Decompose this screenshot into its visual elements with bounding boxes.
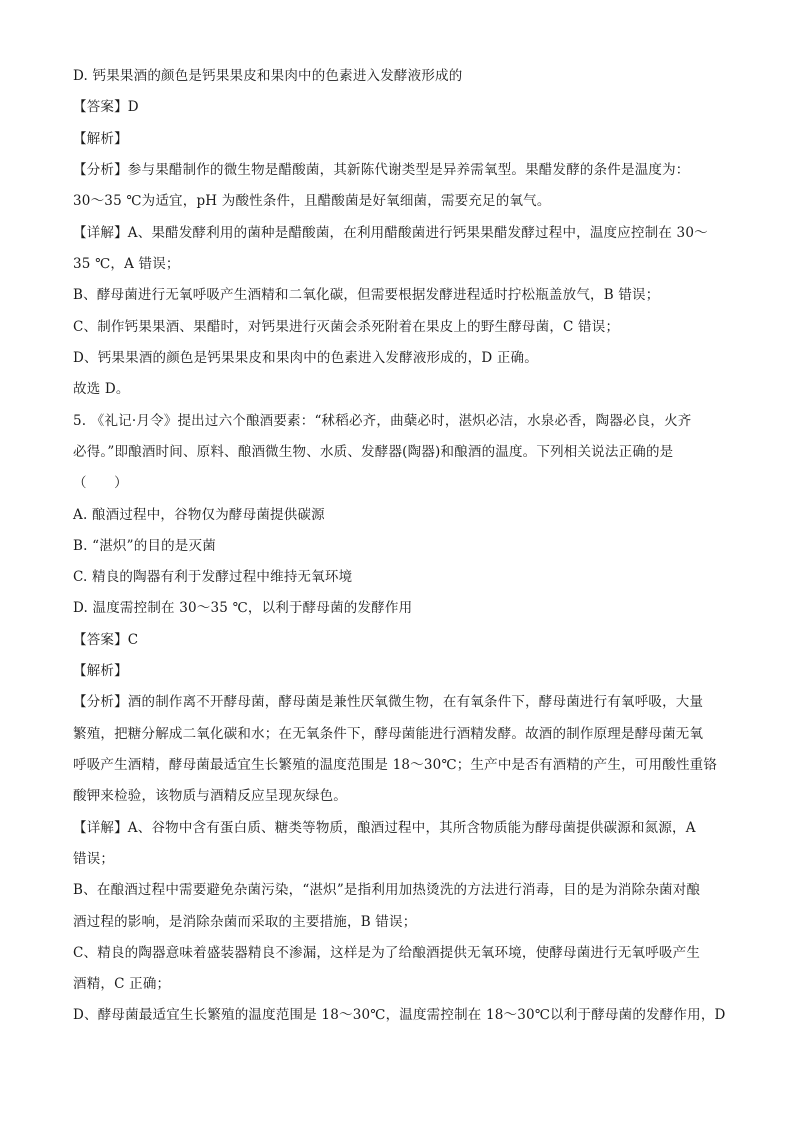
analysis-heading-prev: 【解析】 [73, 131, 128, 147]
analysis-text-line: 繁殖，把糖分解成二氧化碳和水；在无氧条件下，酵母菌能进行酒精发酵。故酒的制作原理是酵母菌无氧 [73, 726, 704, 742]
option-a: A. 酿酒过程中，谷物仅为酵母菌提供碳源 [73, 507, 325, 523]
detail-text-line: 酒过程的影响，是消除杂菌而采取的主要措施，B 错误； [73, 914, 417, 930]
detail-text-line: 酒精，C 正确； [73, 976, 171, 992]
analysis-heading: 【解析】 [73, 663, 128, 679]
detail-text-line: B、酵母菌进行无氧呼吸产生酒精和二氧化碳，但需要根据发酵进程适时拧松瓶盖放气，B 错误； [73, 287, 660, 303]
analysis-text-line: 酸钾来检验，该物质与酒精反应呈现灰绿色。 [73, 788, 347, 804]
answer-label: 【答案】C [73, 632, 139, 648]
detail-text-line: D、钙果果酒的颜色是钙果果皮和果肉中的色素进入发酵液形成的，D 正确。 [73, 350, 538, 366]
detail-text-line: D、酵母菌最适宜生长繁殖的温度范围是 18～30℃，温度需控制在 18～30℃以利于酵母菌的发酵作用，D [73, 1007, 726, 1023]
analysis-text-line: 30～35 ℃为适宜，pH 为酸性条件，且醋酸菌是好氧细菌，需要充足的氧气。 [73, 193, 551, 209]
option-b: B. “湛炽”的目的是灭菌 [73, 538, 216, 554]
choice-conclusion: 故选 D。 [73, 381, 130, 397]
analysis-text-line: 【分析】酒的制作离不开酵母菌，酵母菌是兼性厌氧微生物，在有氧条件下，酵母菌进行有氧呼吸，大量 [73, 694, 704, 710]
question-5-blank: （ ） [73, 475, 128, 491]
analysis-text-line: 呼吸产生酒精，酵母菌最适宜生长繁殖的温度范围是 18～30℃；生产中是否有酒精的产生，可用酸性重铬 [73, 757, 718, 773]
option-c: C. 精良的陶器有利于发酵过程中维持无氧环境 [73, 569, 353, 585]
option-d: D. 温度需控制在 30～35 ℃，以利于酵母菌的发酵作用 [73, 600, 413, 616]
option-d-prev: D. 钙果果酒的颜色是钙果果皮和果肉中的色素进入发酵液形成的 [73, 68, 463, 84]
detail-text-line: 错误； [73, 851, 115, 867]
detail-text-line: B、在酿酒过程中需要避免杂菌污染，“湛炽”是指利用加热烫洗的方法进行消毒，目的是为消除杂菌对酿 [73, 882, 701, 898]
detail-text-line: C、制作钙果果酒、果醋时，对钙果进行灭菌会杀死附着在果皮上的野生酵母菌，C 错误； [73, 319, 620, 335]
detail-text-line: 35 ℃，A 错误； [73, 256, 180, 272]
answer-label-prev: 【答案】D [73, 99, 139, 115]
question-5-stem: 必得。”即酿酒时间、原料、酿酒微生物、水质、发酵器(陶器)和酿酒的温度。下列相关说法正确的是 [73, 444, 674, 460]
analysis-text-line: 【分析】参与果醋制作的微生物是醋酸菌，其新陈代谢类型是异养需氧型。果醋发酵的条件是温度为： [73, 162, 690, 178]
detail-text-line: 【详解】A、谷物中含有蛋白质、糖类等物质，酿酒过程中，其所含物质能为酵母菌提供碳源和氮源，A [73, 820, 696, 836]
question-5-stem: 5. 《礼记·月令》提出过六个酿酒要素：“秫稻必齐，曲蘖必时，湛炽必洁，水泉必香，陶器必良，火齐 [73, 413, 692, 429]
detail-text-line: C、精良的陶器意味着盛装器精良不渗漏，这样是为了给酿酒提供无氧环境，使酵母菌进行无氧呼吸产生 [73, 945, 701, 961]
detail-text-line: 【详解】A、果醋发酵利用的菌种是醋酸菌，在利用醋酸菌进行钙果果醋发酵过程中，温度应控制在 30～ [73, 225, 708, 241]
